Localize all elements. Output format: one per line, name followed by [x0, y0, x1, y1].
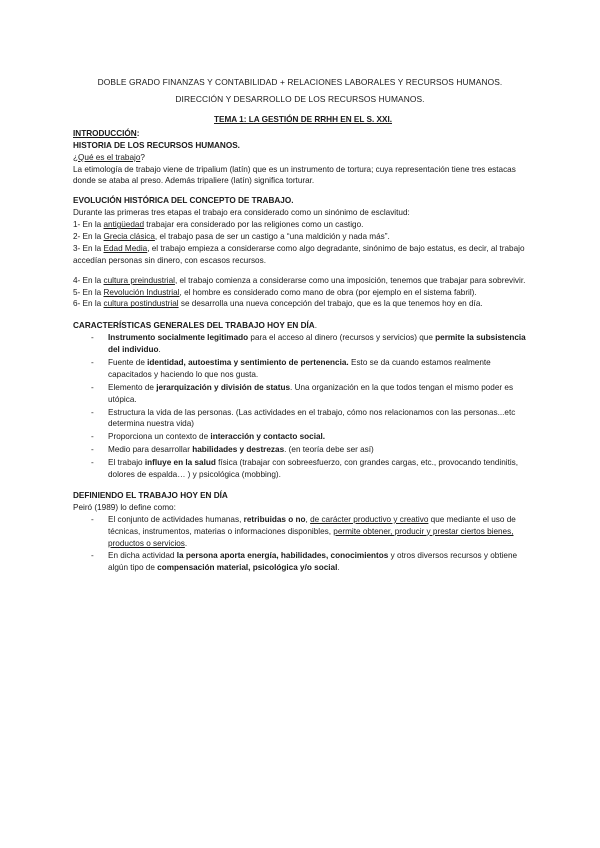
item-text: .: [158, 345, 161, 355]
history-heading: HISTORIA DE LOS RECURSOS HUMANOS.: [73, 140, 240, 150]
characteristic-item: [73, 357, 533, 381]
characteristics-heading-text: CARACTERÍSTICAS GENERALES DEL TRABAJO HOY EN DÍA: [73, 321, 315, 331]
item-text: .: [337, 563, 340, 573]
definition-item: [73, 514, 533, 550]
stage-item: [73, 231, 533, 243]
question-link[interactable]: Qué es el trabajo: [78, 152, 141, 162]
etymology-paragraph: La etimología de trabajo viene de tripalium (latín) que es un instrumento de tortura; cuya representación tiene tres estacas donde se ataba al preso. Además tripaliere (latín) significa torturar.: [73, 164, 516, 186]
item-text: . (en teoría debe ser así): [284, 445, 374, 455]
intro-heading-suffix: :: [136, 128, 140, 138]
item-text: .: [184, 538, 188, 548]
question-open: ¿: [73, 152, 79, 162]
course-header-line-2: DIRECCIÓN Y DESARROLLO DE LOS RECURSOS HUMANOS.: [175, 94, 425, 104]
course-header-line-1: DOBLE GRADO FINANZAS Y CONTABILIDAD + RELACIONES LABORALES Y RECURSOS HUMANOS.: [97, 77, 503, 87]
characteristic-item: [73, 431, 533, 443]
item-bold: permite la subsistencia del individuo: [108, 333, 526, 355]
stage-prefix: 4- En la: [73, 275, 104, 285]
definition-item: [73, 550, 533, 574]
item-bold: jerarquización y división de status: [156, 382, 291, 392]
topic-title: TEMA 1: LA GESTIÓN DE RRHH EN EL S. XXI.: [213, 115, 393, 124]
work-question: [73, 152, 533, 164]
stage-item: [73, 275, 533, 287]
item-bold: la persona aporta energía, habilidades, conocimientos: [176, 551, 389, 561]
item-text: y otros diversos recursos y obtiene algún tipo de: [108, 551, 518, 573]
item-text: Medio para desarrollar: [108, 445, 193, 455]
stage-text: trabajar era considerado por las religiones como un castigo.: [144, 220, 364, 230]
item-bold: compensación material, psicológica y/o social: [157, 563, 338, 573]
document-body: [73, 114, 533, 575]
intro-heading: [73, 128, 533, 140]
dash-bullet: -: [91, 514, 94, 524]
question-close: ?: [140, 152, 145, 162]
item-underlined: de carácter productivo y creativo: [310, 514, 429, 524]
item-text: Esto se da cuando estamos realmente capacitados y haciendo lo que nos gusta.: [108, 358, 491, 379]
characteristic-item: [73, 382, 533, 406]
dash-bullet: -: [91, 445, 94, 455]
stage-prefix: 5- En la: [73, 287, 104, 297]
dash-bullet: -: [91, 358, 94, 368]
stage-prefix: 1- En la: [73, 220, 104, 230]
characteristics-list: [73, 332, 533, 481]
item-underlined: permite obtener, producir y prestar ciertos bienes, productos o servicios: [108, 526, 514, 548]
evolution-lead: Durante las primeras tres etapas el trabajo era considerado como un sinónimo de esclavitud:: [73, 208, 410, 218]
stage-text: se desarrolla una nueva concepción del trabajo, que es la que tenemos hoy en día.: [178, 299, 483, 309]
item-text: Elemento de: [108, 382, 157, 392]
stage-link[interactable]: cultura preindustrial: [103, 275, 175, 285]
stage-text: , el trabajo comienza a considerarse como una imposición, tenemos que trabajar para sobrevivir.: [174, 275, 526, 285]
item-bold: identidad, autoestima y sentimiento de pertenencia.: [147, 358, 349, 368]
characteristic-item: [73, 457, 533, 481]
stage-prefix: 6- En la: [73, 299, 104, 309]
stage-text: , el trabajo empieza a considerarse como algo degradante, sinónimo de bajo estatus, es decir, al trabajo accedían personas sin dinero, con escasos recursos.: [73, 243, 525, 265]
stage-item: [73, 287, 533, 299]
stage-item: [73, 219, 533, 231]
item-text: que mediante el uso de técnicas, instrumentos, materias o informaciones disponibles,: [108, 514, 516, 536]
item-bold: Instrumento socialmente legitimado: [108, 333, 249, 343]
stage-prefix: 2- En la: [73, 232, 104, 242]
item-text: Proporciona un contexto de: [108, 432, 211, 442]
characteristic-item: [73, 444, 533, 456]
stage-text: , el hombre es considerado como mano de obra (por ejemplo en el sistema fabril).: [179, 287, 477, 297]
dash-bullet: -: [91, 382, 94, 392]
characteristics-heading: [73, 320, 533, 332]
stage-link[interactable]: Revolución Industrial: [103, 287, 180, 297]
dash-bullet: -: [91, 407, 94, 417]
dash-bullet: -: [91, 551, 94, 561]
stage-link[interactable]: Grecia clásica: [103, 232, 155, 242]
dash-bullet: -: [91, 432, 94, 442]
characteristic-item: [73, 407, 533, 431]
item-text: . Una organización en la que todos tengan el mismo poder es utópica.: [108, 382, 514, 404]
stage-item: [73, 298, 533, 310]
item-text: Fuente de: [108, 358, 148, 368]
characteristic-item: [73, 332, 533, 356]
stage-link[interactable]: Edad Media: [103, 243, 148, 253]
item-bold: interacción y contacto social.: [210, 432, 326, 442]
intro-heading-text: INTRODUCCIÓN: [73, 128, 137, 138]
stage-prefix: 3- En la: [73, 243, 104, 253]
evolution-heading: EVOLUCIÓN HISTÓRICA DEL CONCEPTO DE TRABAJO.: [73, 196, 294, 206]
stage-item: [73, 243, 533, 267]
dash-bullet: -: [91, 458, 94, 468]
defining-heading: DEFINIENDO EL TRABAJO HOY EN DÍA: [73, 490, 228, 500]
stage-link[interactable]: antigüedad: [103, 220, 145, 230]
item-text: Estructura la vida de las personas. (Las actividades en el trabajo, cómo nos relacionamos con las personas...etc determina nuestra vida): [108, 407, 516, 429]
item-text: El trabajo: [108, 458, 145, 468]
definition-list: [73, 514, 533, 574]
stage-text: , el trabajo pasa de ser un castigo a “una maldición y nada más”.: [154, 232, 390, 242]
item-text: ,: [305, 514, 311, 524]
item-text: física (trabajar con sobreesfuerzo, con grandes cargas, etc., provocando tendinitis, dolores de espalda… ) y psicológica (mobbing).: [108, 458, 519, 480]
item-bold: retribuidas o no: [243, 514, 306, 524]
item-text: El conjunto de actividades humanas,: [108, 514, 244, 524]
item-text: para el acceso al dinero (recursos y servicios) que: [248, 333, 436, 343]
item-bold: habilidades y destrezas: [192, 445, 285, 455]
course-header: [60, 74, 540, 108]
dash-bullet: -: [91, 333, 94, 343]
stage-link[interactable]: cultura postindustrial: [103, 299, 179, 309]
defining-lead: Peiró (1989) lo define como:: [73, 502, 176, 512]
characteristics-heading-suffix: .: [314, 321, 317, 331]
item-bold: influye en la salud: [144, 458, 216, 468]
item-text: En dicha actividad: [108, 551, 177, 561]
